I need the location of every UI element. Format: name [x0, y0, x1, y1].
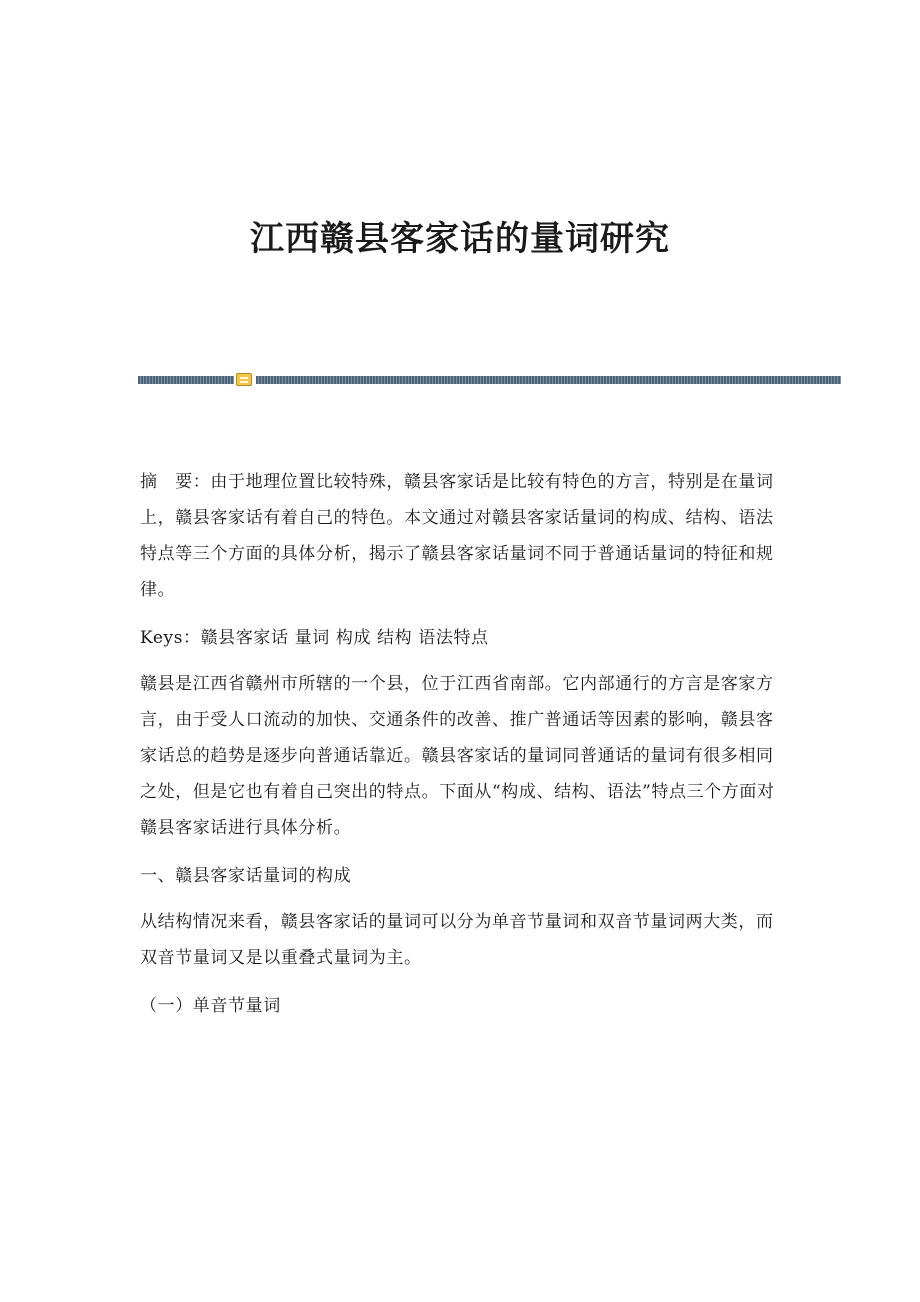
- document-body: [140, 464, 776, 1036]
- divider-bar-right: [256, 376, 841, 384]
- title-divider: [138, 373, 841, 387]
- document-title: 江西赣县客家话的量词研究: [250, 219, 670, 259]
- subsection-heading: （一）单音节量词: [140, 996, 281, 1016]
- divider-bar-left: [138, 376, 234, 384]
- intro-paragraph: 赣县是江西省赣州市所辖的一个县，位于江西省南部。它内部通行的方言是客家方言，由于受人口流动的加快、交通条件的改善、推广普通话等因素的影响，赣县客家话总的趋势是逐步向普通话靠近。赣县客家话的量词同普通话的量词有很多相同之处，但是它也有着自己突出的特点。下面从“构成、结构、语法”特点三个方面对赣县客家话进行具体分析。: [140, 674, 775, 838]
- section-paragraph: 从结构情况来看，赣县客家话的量词可以分为单音节量词和双音节量词两大类，而双音节量词又是以重叠式量词为主。: [140, 912, 774, 968]
- divider-emblem-icon: [236, 373, 252, 386]
- keywords-line: Keys：赣县客家话 量词 构成 结构 语法特点: [140, 628, 489, 648]
- abstract-paragraph: 摘 要：由于地理位置比较特殊，赣县客家话是比较有特色的方言，特别是在量词上，赣县客家话有着自己的特色。本文通过对赣县客家话量词的构成、结构、语法特点等三个方面的具体分析，揭示了赣县客家话量词不同于普通话量词的特征和规律。: [140, 472, 774, 600]
- section-heading: 一、赣县客家话量词的构成: [140, 866, 352, 886]
